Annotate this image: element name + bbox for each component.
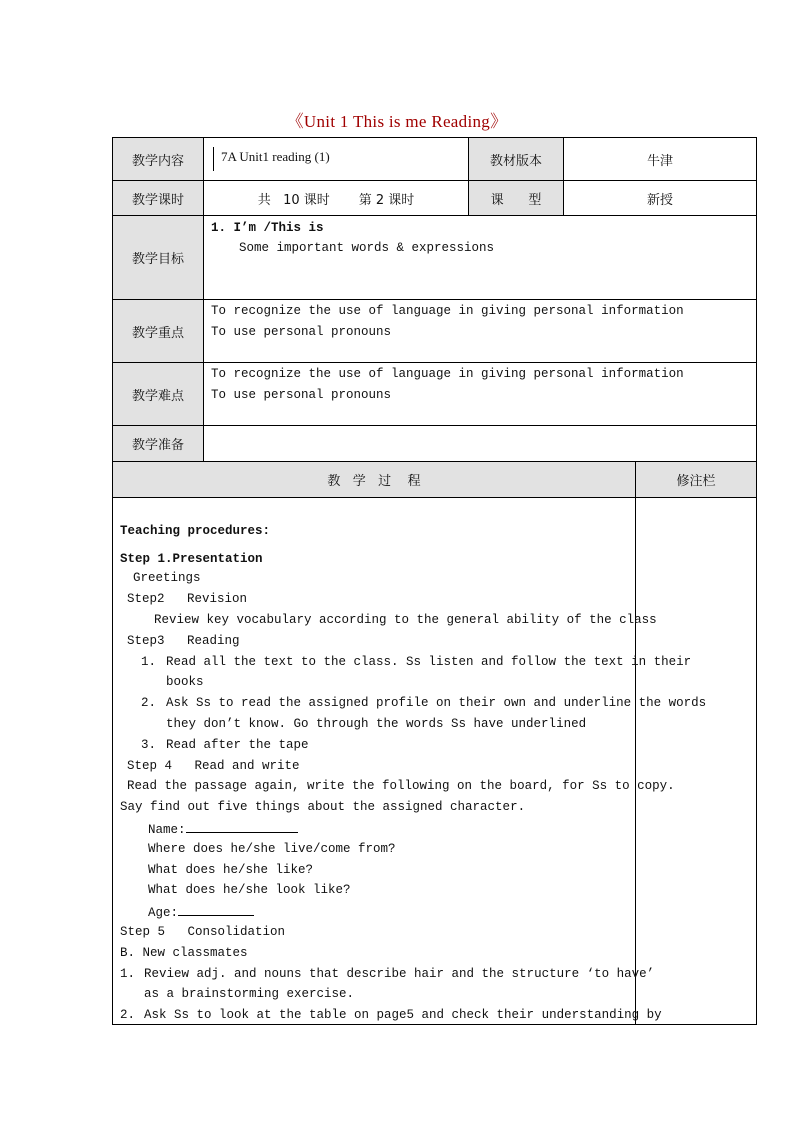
process-header: 教 学 过 程 (327, 474, 421, 489)
difficulty-label: 教学难点 (131, 388, 184, 404)
process-line: Read after the tape (166, 738, 309, 752)
name-label: Name: (148, 823, 186, 837)
age-field-line (148, 903, 254, 921)
process-line: What does he/she like? (148, 863, 314, 877)
name-field-line (148, 820, 298, 838)
procedures-heading: Teaching procedures: (120, 524, 271, 538)
step1-heading: Step 1.Presentation (120, 552, 263, 566)
step5-heading: Step 5 Consolidation (120, 925, 286, 939)
focus-line2: To use personal pronouns (211, 325, 392, 339)
name-blank (186, 820, 298, 833)
period-value: 共 10 课时 第 2 课时 (257, 192, 415, 208)
focus-line1: To recognize the use of language in giving personal information (211, 304, 684, 318)
process-line: Where does he/she live/come from? (148, 842, 396, 856)
process-line: Say find out five things about the assigned character. (120, 800, 526, 814)
process-line: Review adj. and nouns that describe hair and the structure ‘to have’ (144, 967, 655, 981)
difficulty-line1: To recognize the use of language in giving personal information (211, 367, 684, 381)
process-line: Ask Ss to look at the table on page5 and check their understanding by (144, 1008, 662, 1022)
goals-line2: Some important words & expressions (239, 241, 495, 255)
document-title: 《Unit 1 This is me Reading》 (286, 112, 508, 131)
goals-line1: 1. I’m /This is (211, 221, 324, 235)
focus-label: 教学重点 (131, 325, 184, 341)
step2-heading: Step2 Revision (127, 592, 248, 606)
list-number: 2. (141, 696, 157, 710)
process-line: Greetings (133, 571, 201, 585)
list-number: 1. (120, 967, 136, 981)
edition-value: 牛津 (646, 153, 673, 169)
process-line: B. New classmates (120, 946, 248, 960)
list-number: 2. (120, 1008, 136, 1022)
period-label: 教学课时 (131, 192, 184, 208)
age-label: Age: (148, 906, 179, 920)
step4-heading: Step 4 Read and write (127, 759, 300, 773)
age-blank (178, 903, 254, 916)
goals-label: 教学目标 (131, 252, 184, 267)
difficulty-line2: To use personal pronouns (211, 388, 392, 402)
process-line: What does he/she look like? (148, 883, 351, 897)
content-label: 教学内容 (131, 153, 184, 169)
process-line: Read the passage again, write the following on the board, for Ss to copy. (127, 779, 675, 793)
process-line: Read all the text to the class. Ss listen and follow the text in their (166, 655, 692, 669)
content-value: 7A Unit1 reading (1) (221, 149, 330, 164)
list-number: 3. (141, 738, 157, 752)
process-line: they don’t know. Go through the words Ss have underlined (166, 717, 587, 731)
type-value: 新授 (646, 192, 673, 208)
process-line: books (166, 675, 204, 689)
list-number: 1. (141, 655, 157, 669)
edition-label: 教材版本 (489, 153, 542, 169)
notes-header: 修注栏 (676, 474, 716, 489)
type-label: 课 型 (490, 192, 542, 208)
process-line: Review key vocabulary according to the general ability of the class (154, 613, 657, 627)
process-line: Ask Ss to read the assigned profile on their own and underline the words (166, 696, 707, 710)
prep-label: 教学准备 (131, 438, 184, 453)
process-line: as a brainstorming exercise. (144, 987, 355, 1001)
step3-heading: Step3 Reading (127, 634, 240, 648)
